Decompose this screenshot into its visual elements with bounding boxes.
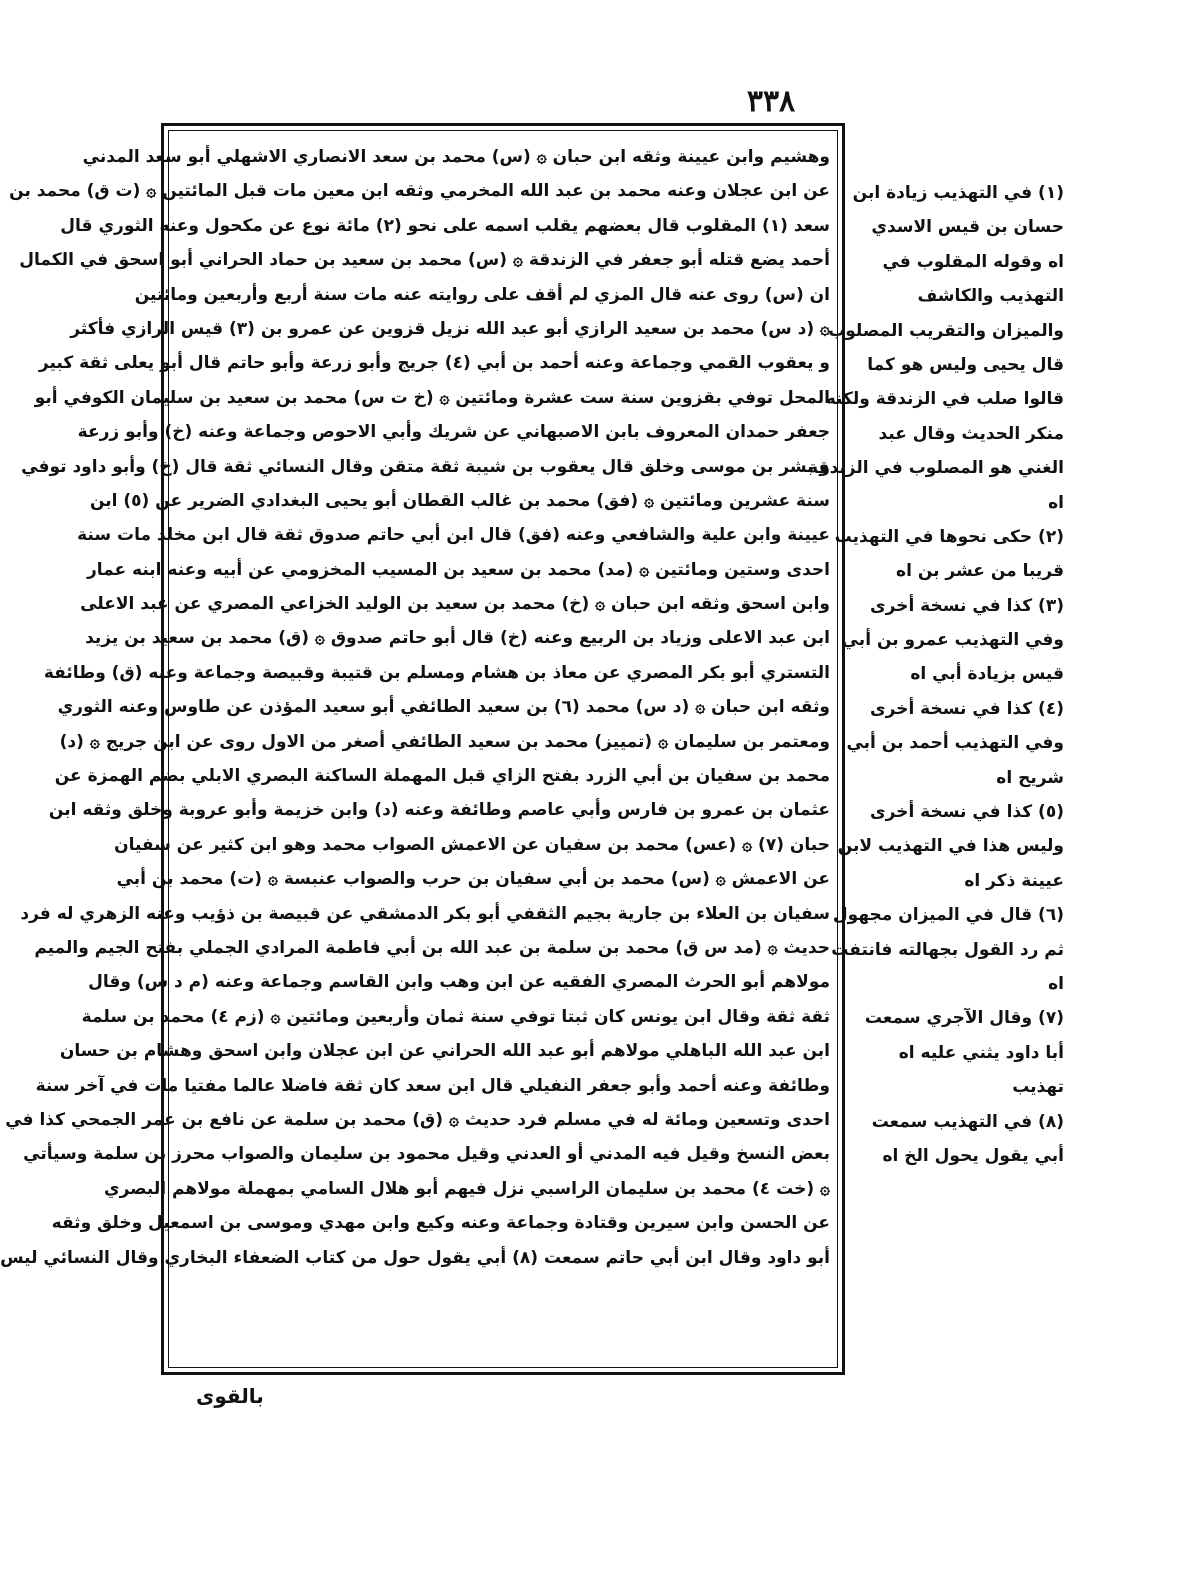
main-text-line: ثقة ثقة وقال ابن يونس كان ثبتا توفي سنة ثمان وأربعين ومائتين ۞ (زم ٤) محمد بن سلمة <box>81 1006 830 1027</box>
note-line: (٥) كذا في نسخة أخرى <box>870 802 1064 823</box>
note-line: قريبا من عشر بن اه <box>896 561 1064 582</box>
note-line: (١) في التهذيب زيادة ابن <box>852 183 1064 203</box>
note-line: التهذيب والكاشف <box>917 286 1064 307</box>
note-line: (٧) وقال الآجري سمعت <box>864 1008 1064 1029</box>
note-line: (٦) قال في الميزان مجهول <box>832 905 1064 926</box>
main-text-line: أحمد يضع قتله أبو جعفر في الزندقة ۞ (س) محمد بن سعيد بن حماد الحراني أبو اسحق في الكمال <box>19 250 830 271</box>
main-text-block <box>0 140 830 1364</box>
main-text-line: سنة عشرين ومائتين ۞ (فق) محمد بن غالب القطان أبو يحيى البغدادي الضرير عن (٥) ابن <box>89 490 830 511</box>
margin-notes <box>808 176 1064 1356</box>
main-text-line: حديث ۞ (مد س ق) محمد بن سلمة بن عبد الله بن أبي فاطمة المرادي الجملي بفتح الجيم والميم <box>34 937 830 958</box>
main-text-line: مولاهم أبو الحرث المصري الفقيه عن ابن وهب وابن القاسم وجماعة وعنه (م د س) وقال <box>88 972 830 993</box>
main-text-line: سعد (١) المقلوب قال بعضهم يقلب اسمه على نحو (٢) مائة نوع عن مكحول وعنه الثوري قال <box>60 215 830 236</box>
catchword: بالقوی <box>196 1384 264 1408</box>
main-text-line: عثمان بن عمرو بن فارس وأبي عاصم وطائفة وعنه (د) وابن خزيمة وأبو عروبة وخلق وثقه ابن <box>48 800 830 821</box>
main-text-line: احدى وستين ومائتين ۞ (مد) محمد بن سعيد بن المسيب المخزومي عن أبيه وعنه ابنه عمار <box>86 559 830 580</box>
note-line: والميزان والتقريب المصلوب <box>828 320 1064 341</box>
note-line: منكر الحديث وقال عبد <box>878 423 1064 444</box>
main-text-line: ان (س) روى عنه قال المزي لم أقف على روايته عنه مات سنة أربع وأربعين ومائتين <box>134 284 830 305</box>
main-text-line: ابن عبد الله الباهلي مولاهم أبو عبد الله الحراني عن ابن عجلان وابن اسحق وهشام بن حسان <box>59 1041 830 1062</box>
main-text-line: ۞ (د س) محمد بن سعيد الرازي أبو عبد الله نزيل قزوين عن عمرو بن (٣) قيس الرازي فأكثر <box>70 318 830 339</box>
main-text-line: التستري أبو بكر المصري عن معاذ بن هشام ومسلم بن قتيبة وقبيصة وجماعة وعنه (ق) وطائفة <box>43 662 830 683</box>
note-line: (٨) في التهذيب سمعت <box>871 1111 1064 1132</box>
main-text-line: وطائفة وعنه أحمد وأبو جعفر النفيلي قال ابن سعد كان ثقة فاضلا عالما مفتيا مات في آخر سنة <box>35 1075 830 1096</box>
note-line: حسان بن قيس الاسدي <box>871 217 1064 238</box>
note-line: قالوا صلب في الزندقة ولكنه <box>825 389 1064 410</box>
main-text-line: ومعتمر بن سليمان ۞ (تمييز) محمد بن سعيد الطائفي أصغر من الاول روى عن ابن جريج ۞ (د) <box>59 731 830 752</box>
note-line: وفي التهذيب عمرو بن أبي <box>841 630 1064 651</box>
note-line: اه <box>1048 492 1064 513</box>
note-line: (٤) كذا في نسخة أخرى <box>870 698 1064 719</box>
note-line: وليس هذا في التهذيب لابن <box>837 836 1064 857</box>
note-line: ثم رد القول بجهالته فانتفت <box>831 939 1064 960</box>
main-text-line: سفيان بن العلاء بن جارية بجيم الثقفي أبو بكر الدمشقي عن قبيصة بن ذؤيب وعنه الزهري له فرد <box>20 903 830 924</box>
main-text-line: جعفر حمدان المعروف بابن الاصبهاني عن شريك وأبي الاحوص وجماعة وعنه (خ) وأبو زرعة <box>77 422 830 443</box>
page-number: ۳۳۸ <box>746 84 796 119</box>
main-text-line: المحل توفي بقزوين سنة ست عشرة ومائتين ۞ (خ ت س) محمد بن سعيد بن سليمان الكوفي أبو <box>34 387 830 408</box>
note-line: عيينة ذكر اه <box>964 870 1064 891</box>
main-text-line: حبان (٧) ۞ (عس) محمد بن سفيان عن الاعمش الصواب محمد وهو ابن كثير عن سفيان <box>114 834 830 855</box>
main-text-line: ابن عبد الاعلى وزياد بن الربيع وعنه (خ) قال أبو حاتم صدوق ۞ (ق) محمد بن سعيد بن يزيد <box>85 628 830 649</box>
main-text-line: وثقه ابن حبان ۞ (د س) محمد (٦) بن سعيد الطائفي أبو سعيد المؤذن عن طاوس وعنه الثوري <box>57 697 830 718</box>
main-text-line: و يعقوب القمي وجماعة وعنه أحمد بن أبي (٤) جريج وأبو زرعة وأبو حاتم قال أبو يعلى ثقة كبير <box>38 353 830 374</box>
note-line: أبي يقول يحول الخ اه <box>882 1145 1064 1166</box>
note-line: شريح اه <box>996 767 1064 788</box>
note-line: قيس بزيادة أبي اه <box>910 664 1064 685</box>
note-line: أبا داود يثني عليه اه <box>898 1042 1064 1063</box>
main-text-line: وابن اسحق وثقه ابن حبان ۞ (خ) محمد بن سعيد بن الوليد الخزاعي المصري عن عبد الاعلى <box>80 594 830 615</box>
main-text-line: ۞ (خت ٤) محمد بن سليمان الراسبي نزل فيهم أبو هلال السامي بمهملة مولاهم البصري <box>104 1178 830 1199</box>
note-line: تهذيب <box>1012 1077 1064 1098</box>
main-text-line: احدى وتسعين ومائة له في مسلم فرد حديث ۞ (ق) محمد بن سلمة عن نافع بن عمر الجمحي كذا في <box>5 1109 830 1130</box>
main-text-line: وهشيم وابن عيينة وثقه ابن حبان ۞ (س) محمد بن سعد الانصاري الاشهلي أبو سعد المدني <box>82 147 830 167</box>
note-line: (٣) كذا في نسخة أخرى <box>870 595 1064 616</box>
main-text-line: محمد بن سفيان بن أبي الزرد بفتح الزاي قبل المهملة الساكنة البصري الابلي بضم الهمزة عن <box>54 766 830 787</box>
main-text-line: عن ابن عجلان وعنه محمد بن عبد الله المخرمي وثقه ابن معين مات قبل المائتين ۞ (ت ق) محمد بن <box>9 181 830 202</box>
main-text-line: بعض النسخ وقيل فيه المدني أو العدني وقيل محمود بن سليمان والصواب محرز بن سلمة وسيأتي <box>23 1144 830 1165</box>
main-text-line: أبو داود وقال ابن أبي حاتم سمعت (٨) أبي يقول حول من كتاب الضعفاء البخاري وقال النسائي ليس <box>0 1247 830 1268</box>
main-text-line: عن الحسن وابن سيرين وقتادة وجماعة وعنه وكيع وابن مهدي وموسى بن اسمعيل وخلق وثقه <box>51 1213 830 1234</box>
note-line: الغني هو المصلوب في الزندقة <box>808 458 1064 479</box>
main-text-line: و بشر بن موسى وخلق قال يعقوب بن شيبة ثقة متقن وقال النسائي ثقة قال (خ) وأبو داود توفي <box>21 456 830 477</box>
note-line: اه وقوله المقلوب في <box>882 251 1064 272</box>
main-text-line: عن الاعمش ۞ (س) محمد بن أبي سفيان بن حرب والصواب عنبسة ۞ (ت) محمد بن أبي <box>116 869 830 890</box>
note-line: اه <box>1048 973 1064 994</box>
note-line: قال يحيى وليس هو كما <box>867 354 1064 375</box>
note-line: وفي التهذيب أحمد بن أبي <box>846 733 1064 754</box>
main-text-line: عيينة وابن علية والشافعي وعنه (فق) قال ابن أبي حاتم صدوق ثقة قال ابن مخلد مات سنة <box>77 525 830 546</box>
note-line: (٢) حكى نحوها في التهذيب <box>834 526 1064 547</box>
